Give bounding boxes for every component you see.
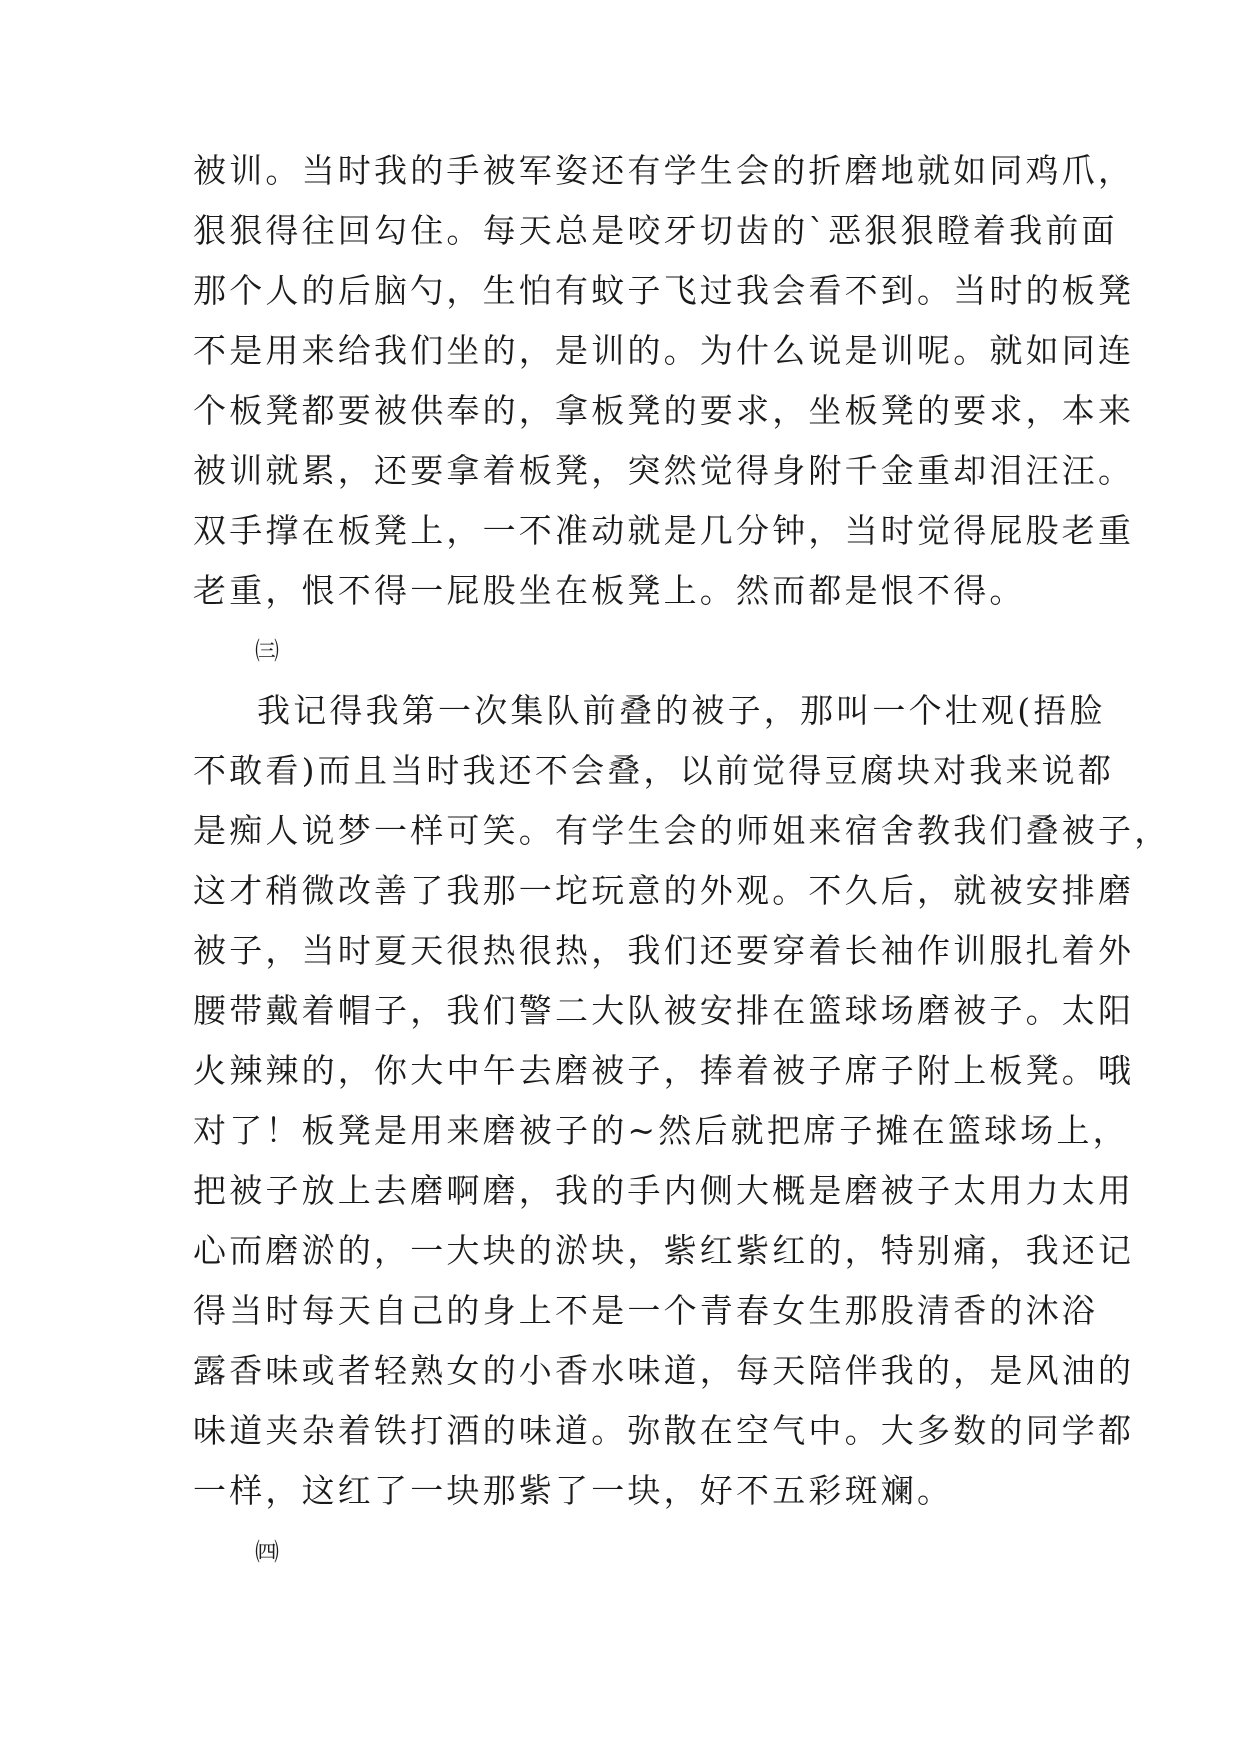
- section-heading-four: ㈣: [255, 1538, 279, 1566]
- text-line: 被子，当时夏天很热很热，我们还要穿着长袖作训服扎着外: [193, 931, 1135, 970]
- text-line: 把被子放上去磨啊磨，我的手内侧大概是磨被子太用力太用: [193, 1171, 1135, 1210]
- text-line: 得当时每天自己的身上不是一个青春女生那股清香的沐浴: [193, 1291, 1098, 1330]
- text-line: 被训。当时我的手被军姿还有学生会的折磨地就如同鸡爪，: [193, 151, 1135, 190]
- text-line: 那个人的后脑勺，生怕有蚊子飞过我会看不到。当时的板凳: [193, 271, 1135, 310]
- text-line: 心而磨淤的，一大块的淤块，紫红紫红的，特别痛，我还记: [193, 1231, 1135, 1270]
- text-line: 火辣辣的，你大中午去磨被子，捧着被子席子附上板凳。哦: [193, 1051, 1135, 1090]
- text-line: 对了！板凳是用来磨被子的~然后就把席子摊在篮球场上，: [193, 1111, 1129, 1150]
- text-line: 味道夹杂着铁打酒的味道。弥散在空气中。大多数的同学都: [193, 1411, 1135, 1450]
- text-line: 被训就累，还要拿着板凳，突然觉得身附千金重却泪汪汪。: [193, 451, 1135, 490]
- text-line: 不是用来给我们坐的，是训的。为什么说是训呢。就如同连: [193, 331, 1135, 370]
- section-heading-three: ㈢: [255, 637, 279, 665]
- text-line: 这才稍微改善了我那一坨玩意的外观。不久后，就被安排磨: [193, 871, 1135, 910]
- text-line: 腰带戴着帽子，我们警二大队被安排在篮球场磨被子。太阳: [193, 991, 1135, 1030]
- text-line: 个板凳都要被供奉的，拿板凳的要求，坐板凳的要求，本来: [193, 391, 1135, 430]
- text-line: 一样，这红了一块那紫了一块，好不五彩斑斓。: [193, 1471, 954, 1510]
- text-line: 是痴人说梦一样可笑。有学生会的师姐来宿舍教我们叠被子，: [193, 811, 1171, 850]
- paragraph-first-line: 我记得我第一次集队前叠的被子，那叫一个壮观(捂脸: [257, 691, 1106, 730]
- text-line: 露香味或者轻熟女的小香水味道，每天陪伴我的，是风油的: [193, 1351, 1135, 1390]
- text-line: 老重，恨不得一屁股坐在板凳上。然而都是恨不得。: [193, 571, 1026, 610]
- text-line: 双手撑在板凳上，一不准动就是几分钟，当时觉得屁股老重: [193, 511, 1135, 550]
- text-line: 不敢看)而且当时我还不会叠，以前觉得豆腐块对我来说都: [193, 751, 1115, 790]
- text-line: 狠狠得往回勾住。每天总是咬牙切齿的`恶狠狠瞪着我前面: [193, 211, 1118, 250]
